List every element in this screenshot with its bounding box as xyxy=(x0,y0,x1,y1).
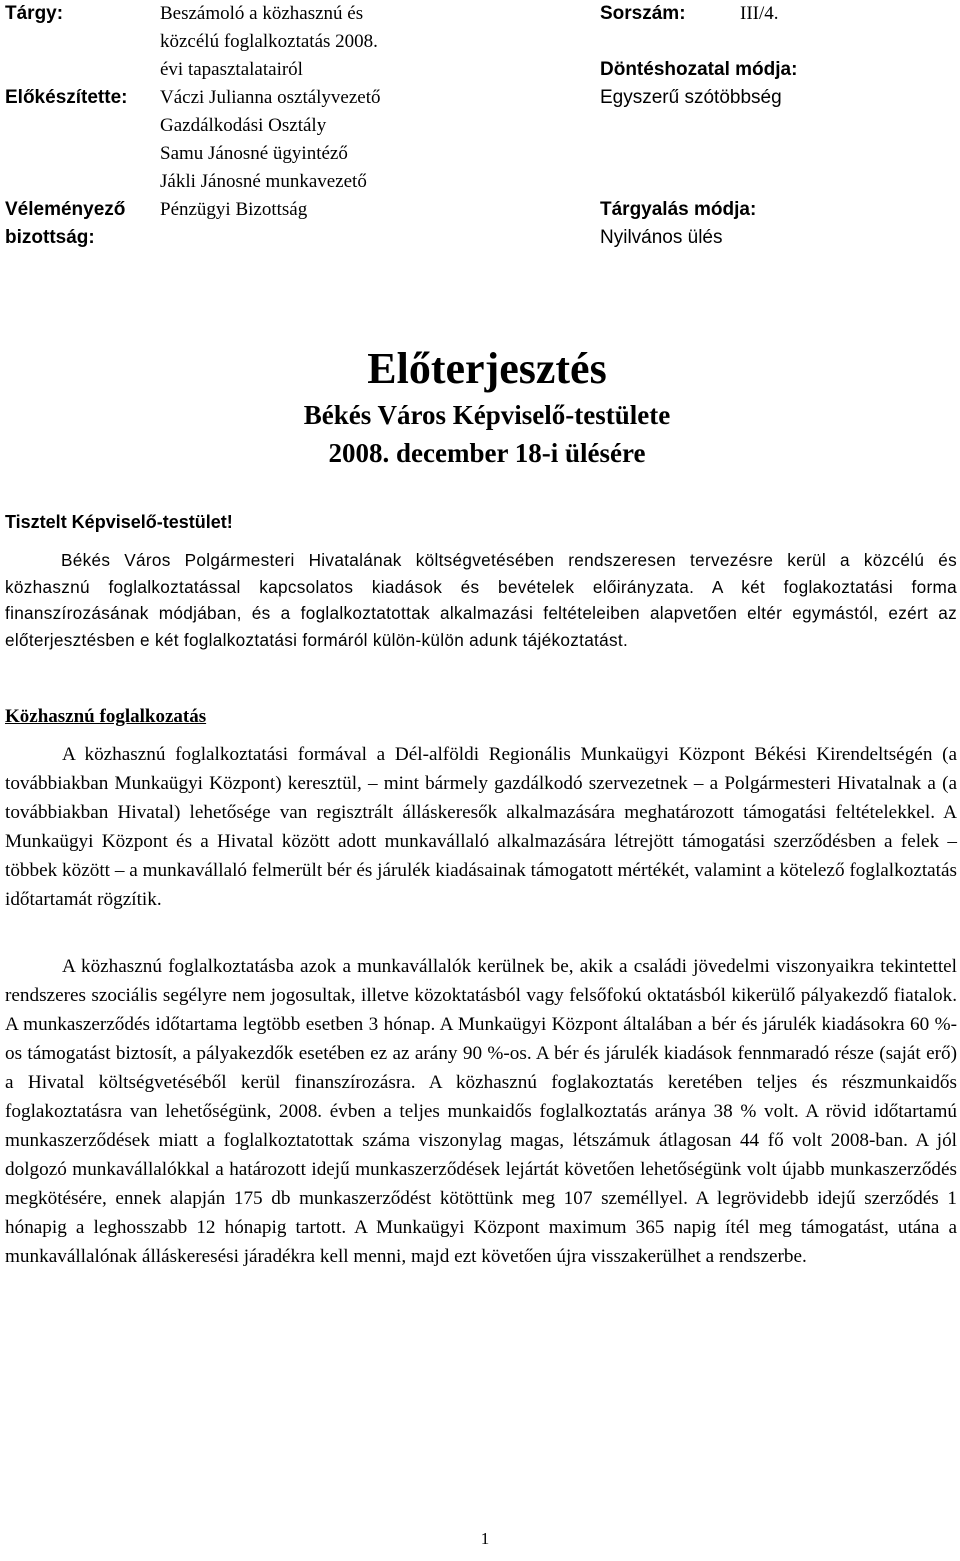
prepared-by-line-4: Jákli Jánosné munkavezető xyxy=(160,171,367,192)
prepared-by-line-1: Váczi Julianna osztályvezető xyxy=(160,87,381,108)
page-number: 1 xyxy=(480,1529,490,1548)
greeting: Tisztelt Képviselő-testület! xyxy=(5,512,233,532)
decision-label: Döntéshozatal módja: xyxy=(600,59,798,80)
prepared-by-line-3: Samu Jánosné ügyintéző xyxy=(160,143,348,164)
committee-label-line-2: bizottság: xyxy=(5,227,95,248)
document-title: Előterjesztés xyxy=(367,344,607,393)
document-subtitle-2: 2008. december 18-i ülésére xyxy=(328,438,646,468)
subject-line-2: közcélú foglalkoztatás 2008. xyxy=(160,31,378,52)
subject-label: Tárgy: xyxy=(5,3,64,24)
prepared-by-label: Előkészítette: xyxy=(5,87,128,108)
number-value: III/4. xyxy=(740,3,779,24)
hearing-value: Nyilvános ülés xyxy=(600,227,723,248)
decision-value: Egyszerű szótöbbség xyxy=(600,87,782,108)
paragraph-3: A közhasznú foglalkoztatásba azok a munkavállalók kerülnek be, akik a családi jövedelmi viszonyaikra tekintettel rendszeres szociális segélyre nem jogosultak, illetve közoktatásból vagy felsőfokú oktatásból kikerülő pályakezdő fiatalok. A munkaszerződés időtartama legtöbb esetben 3 hónap. A Munkaügyi Központ általában a bér és járulék kiadásokra 60 %-os támogatást biztosít, a pályakezdők esetében ez az arány 90 %-os. A bér és járulék kiadások fennmaradó része (saját erő) a Hivatal költségvetéséből kerül finanszírozásra. A közhasznú foglakoztatás keretében teljes és részmunkaidős foglakoztatásra van lehetőségünk, 2008. évben a teljes munkaidős foglalkoztatás aránya 38 % volt. A rövid időtartamú munkaszerződések miatt a foglalkoztatottak száma viszonylag magas, létszámuk átlagosan 44 fő volt 2008-ban. A jól dolgozó munkavállalókkal a határozott idejű munkaszerződések lejártát követően lehetőségünk volt újabb munkaszerződés megkötésére, ennek alapján 175 db munkaszerződést kötöttünk meg 107 személlyel. A legrövidebb idejű szerződés 1 hónapig a leghosszabb 12 hónapig tartott. A Munkaügyi Központ maximum 365 napig ítél meg támogatást, utána a munkavállalónak álláskeresési járadékra kell menni, majd ezt követően újra visszakerülhet a rendszerbe. xyxy=(5,956,957,1267)
intro-paragraph: Békés Város Polgármesteri Hivatalának költségvetésében rendszeresen tervezésre kerül a közcélú és közhasznú foglalkoztatással kapcsolatos kiadások és bevételek előirányzata. A két foglakoztatási forma finanszírozásának módjában, és a foglalkoztatottak alkalmazási feltételeiben alapvetően eltér egymástól, ezért az előterjesztésben e két foglalkoztatási formáról külön-külön adunk tájékoztatást. xyxy=(5,550,957,650)
committee-label-line-1: Véleményező xyxy=(5,199,126,220)
subject-line-1: Beszámoló a közhasznú és xyxy=(160,3,364,24)
prepared-by-line-2: Gazdálkodási Osztály xyxy=(160,115,327,136)
paragraph-2: A közhasznú foglalkoztatási formával a Dél-alföldi Regionális Munkaügyi Központ Békési Kirendeltségén (a továbbiakban Munkaügyi Központ) keresztül, – mint bármely gazdálkodó szervezetnek – a Polgármesteri Hivatalnak a (a továbbiakban Hivatal) lehetősége van regisztrált álláskeresők alkalmazására meghatározott támogatási feltételekkel. A Munkaügyi Központ és a Hivatal között adott munkavállaló alkalmazására létrejött támogatási szerződésben a felek – többek között – a munkavállaló felmerült bér és járulék kiadásainak támogatott mértékét, valamint a kötelező foglalkoztatás időtartamát rögzítik. xyxy=(5,744,957,910)
hearing-label: Tárgyalás módja: xyxy=(600,199,757,220)
section-heading: Közhasznú foglalkozatás xyxy=(5,706,207,727)
committee-value: Pénzügyi Bizottság xyxy=(160,199,308,220)
subject-line-3: évi tapasztalatairól xyxy=(160,59,303,80)
document-subtitle-1: Békés Város Képviselő-testülete xyxy=(303,400,671,430)
number-label: Sorszám: xyxy=(600,3,686,24)
